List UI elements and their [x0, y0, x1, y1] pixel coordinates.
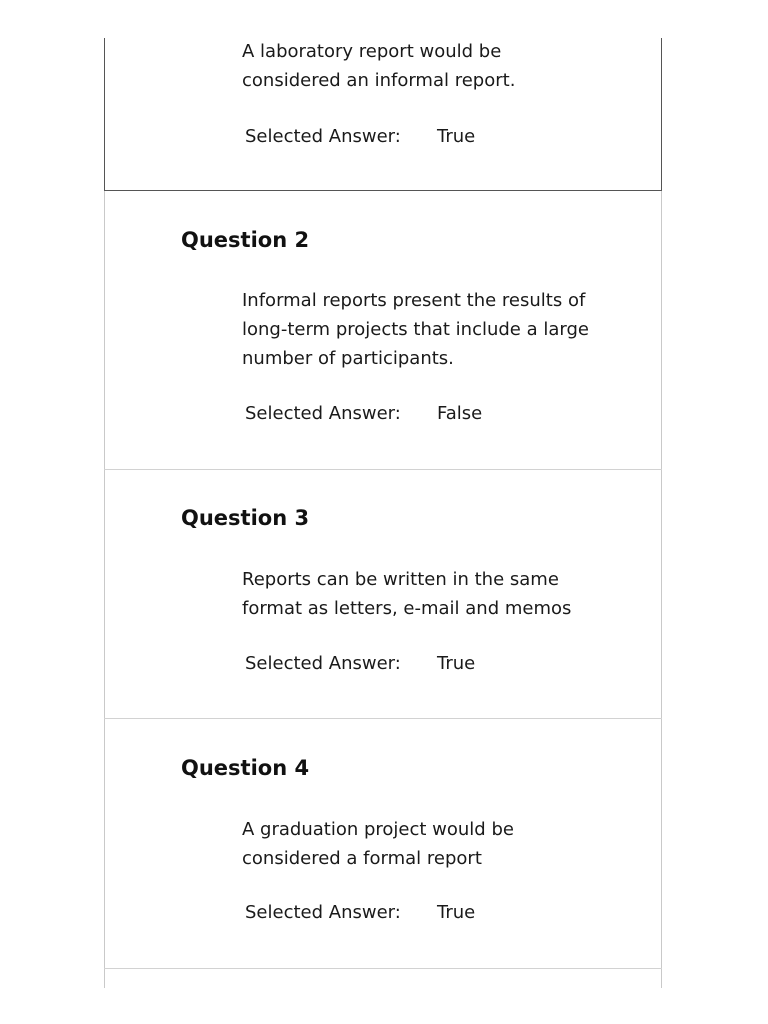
selected-answer-value: True [437, 126, 476, 147]
question-1-text: A laboratory report would be considered an informal report. [242, 41, 516, 91]
question-3-text: Reports can be written in the same format as letters, e-mail and memos [242, 569, 572, 619]
selected-answer-label: Selected Answer: [245, 902, 401, 923]
selected-answer-value: False [437, 403, 483, 424]
question-4-title: Question 4 [181, 756, 310, 780]
question-4-answer-row [245, 902, 475, 923]
question-3-title: Question 3 [181, 506, 310, 530]
question-1-answer-row [245, 126, 475, 147]
question-4-text: A graduation project would be considered a formal report [242, 819, 514, 869]
question-2-text: Informal reports present the results of long-term projects that include a large number of participants. [242, 290, 589, 369]
question-2-answer-row [245, 403, 482, 424]
selected-answer-label: Selected Answer: [245, 126, 401, 147]
question-separator [104, 718, 662, 719]
selected-answer-value: True [437, 653, 476, 674]
question-2-title: Question 2 [181, 228, 310, 252]
question-separator [104, 469, 662, 470]
selected-answer-value: True [437, 902, 476, 923]
question-separator [104, 968, 662, 969]
selected-answer-label: Selected Answer: [245, 403, 401, 424]
selected-answer-label: Selected Answer: [245, 653, 401, 674]
question-3-answer-row [245, 653, 475, 674]
